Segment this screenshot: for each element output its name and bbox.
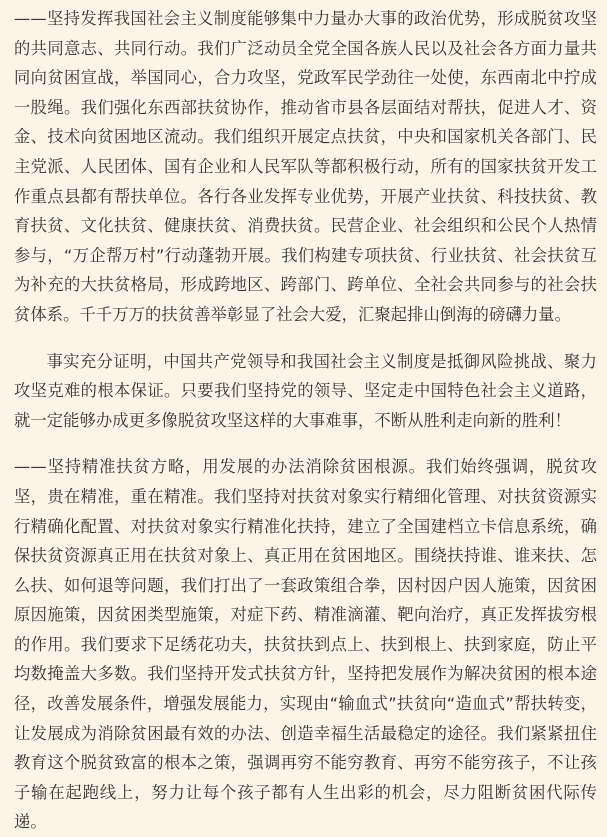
paragraph-political-advantage: ——坚持发挥我国社会主义制度能够集中力量办大事的政治优势，形成脱贫攻坚的共同意志、共同行动。我们广泛动员全党全国各族人民以及社会各方面力量共同向贫困宣战，举国同心，合力攻坚，党政军民学劲往一处使，东西南北中拧成一股绳。我们强化东西部扶贫协作，推动省市县各层面结对帮扶，促进人才、资金、技术向贫困地区流动。我们组织开展定点扶贫，中央和国家机关各部门、民主党派、人民团体、国有企业和人民军队等都积极行动，所有的国家扶贫开发工作重点县都有帮扶单位。各行各业发挥专业优势，开展产业扶贫、科技扶贫、教育扶贫、文化扶贫、健康扶贫、消费扶贫。民营企业、社会组织和公民个人热情参与，“万企帮万村”行动蓬勃开展。我们构建专项扶贫、行业扶贫、社会扶贫互为补充的大扶贫格局，形成跨地区、跨部门、跨单位、全社会共同参与的社会扶贫体系。千千万万的扶贫善举彰显了社会大爱，汇聚起排山倒海的磅礴力量。 [14, 9, 597, 324]
paragraph-targeted-poverty-alleviation: ——坚持精准扶贫方略，用发展的办法消除贫困根源。我们始终强调，脱贫攻坚，贵在精准，重在精准。我们坚持对扶贫对象实行精细化管理、对扶贫资源实行精确化配置、对扶贫对象实行精准化扶持，建立了全国建档立卡信息系统，确保扶贫资源真正用在扶贫对象上、真正用在贫困地区。围绕扶持谁、谁来扶、怎么扶、如何退等问题，我们打出了一套政策组合拳，因村因户因人施策，因贫困原因施策，因贫困类型施策，对症下药、精准滴灌、靶向治疗，真正发挥拔穷根的作用。我们要求下足绣花功夫，扶贫扶到点上、扶到根上、扶到家庭，防止平均数掩盖大多数。我们坚持开发式扶贫方针，坚持把发展作为解决贫困的根本途径，改善发展条件，增强发展能力，实现由“输血式”扶贫向“造血式”帮扶转变，让发展成为消除贫困最有效的办法、创造幸福生活最稳定的途径。我们紧紧扭住教育这个脱贫致富的根本之策，强调再穷不能穷教育、再穷不能穷孩子，不让孩子输在起跑线上，努力让每个孩子都有人生出彩的机会，尽力阻断贫困代际传递。 [14, 457, 597, 832]
paragraph-conclusion: 事实充分证明，中国共产党领导和我国社会主义制度是抵御风险挑战、聚力攻坚克难的根本保证。只要我们坚持党的领导、坚定走中国特色社会主义道路，就一定能够办成更多像脱贫攻坚这样的大事难事，不断从胜利走向新的胜利！ [14, 351, 597, 430]
